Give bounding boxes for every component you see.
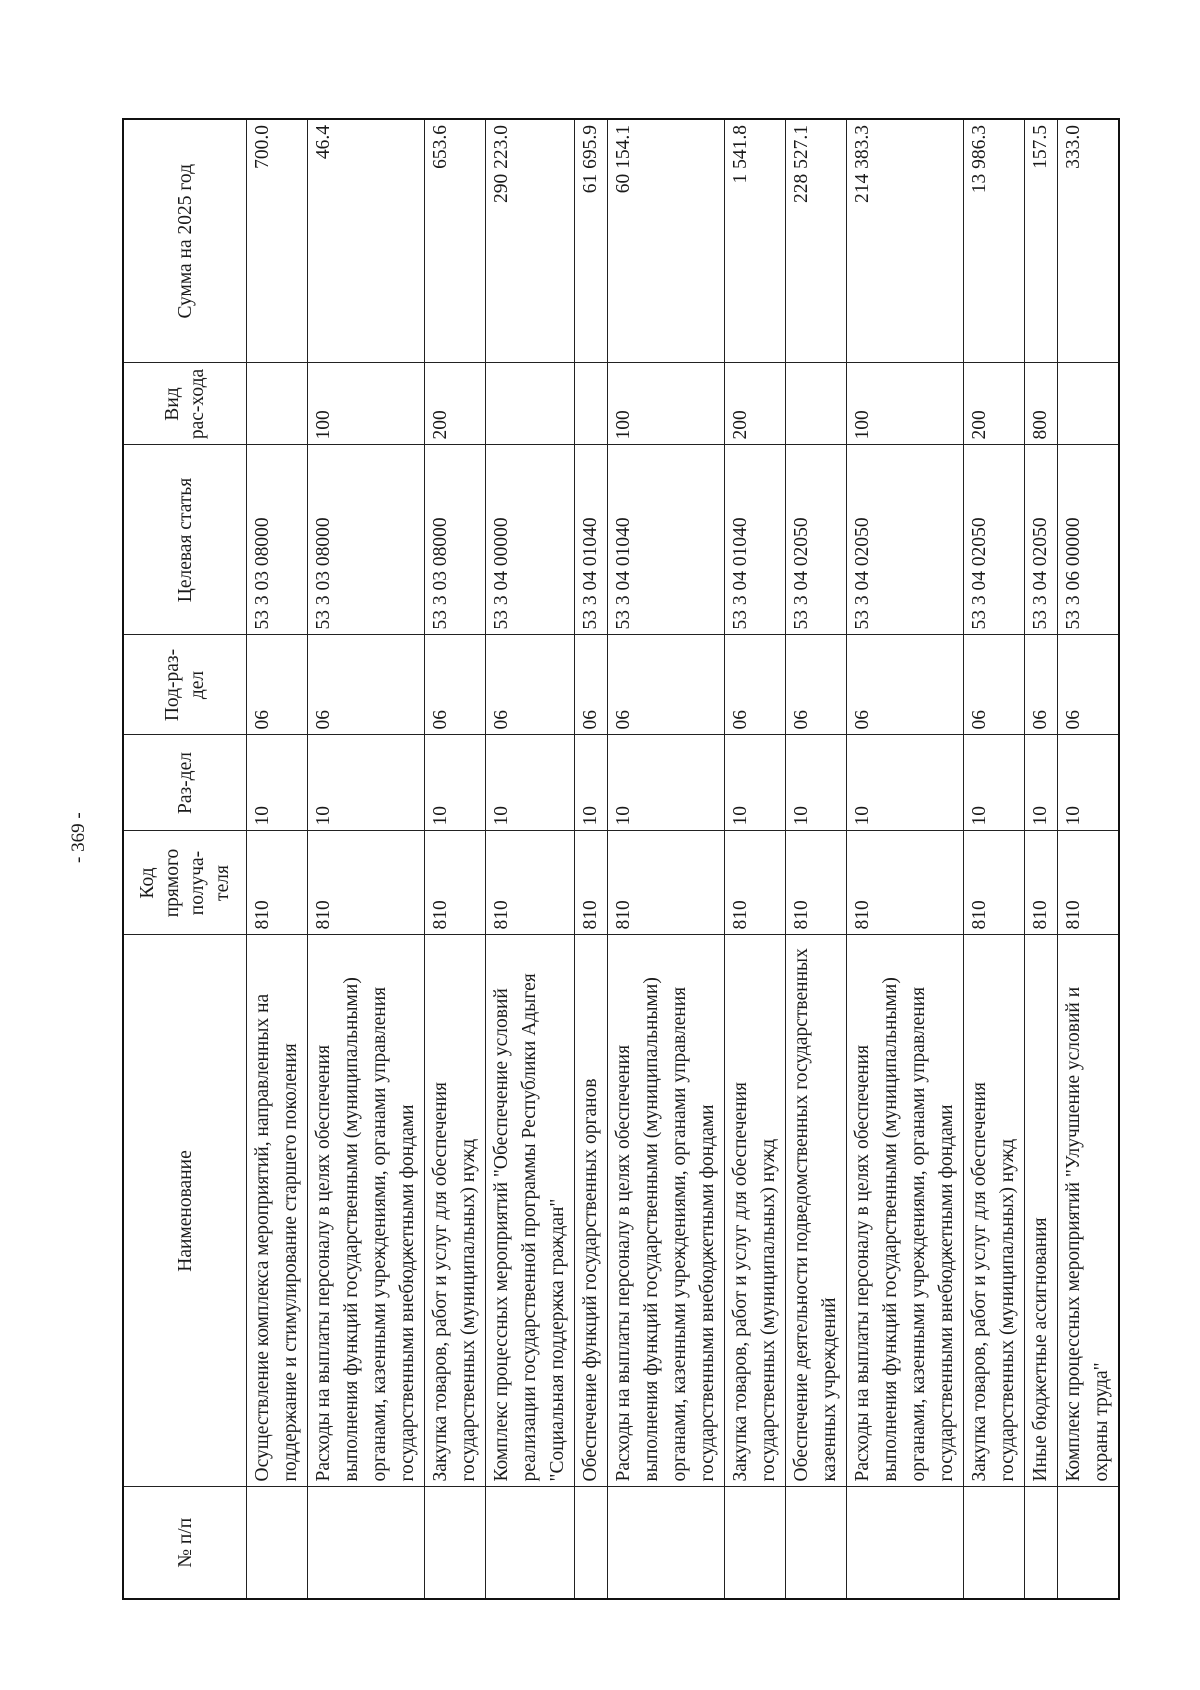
cell-name: Расходы на выплаты персоналу в целях обеспечения выполнения функций государственными (муниципальными) органами, казенными учреждениями, органами управления государственными внебюджетными фондами xyxy=(308,935,425,1487)
cell-subsection: 06 xyxy=(425,635,486,735)
cell-section: 10 xyxy=(1025,735,1058,831)
table-row xyxy=(608,119,725,1599)
cell-recipient-code: 810 xyxy=(486,831,575,935)
cell-expense-type: 100 xyxy=(847,363,964,445)
cell-sum-2025: 333.0 xyxy=(1058,119,1120,363)
budget-table xyxy=(122,118,1120,1600)
cell-name: Комплекс процессных мероприятий "Обеспечение условий реализации государственной программы Республики Адыгея "Социальная поддержка граждан" xyxy=(486,935,575,1487)
table-row xyxy=(847,119,964,1599)
cell-no xyxy=(486,1487,575,1599)
cell-no xyxy=(1025,1487,1058,1599)
cell-subsection: 06 xyxy=(847,635,964,735)
cell-expense-type: 800 xyxy=(1025,363,1058,445)
table-row xyxy=(786,119,847,1599)
cell-section: 10 xyxy=(725,735,786,831)
cell-target-article: 53 3 04 02050 xyxy=(964,445,1025,635)
cell-subsection: 06 xyxy=(964,635,1025,735)
header-target-article: Целевая статья xyxy=(123,445,247,635)
cell-name: Осуществление комплекса мероприятий, направленных на поддержание и стимулирование старшего поколения xyxy=(247,935,308,1487)
cell-sum-2025: 700.0 xyxy=(247,119,308,363)
header-subsection: Под-раз-дел xyxy=(123,635,247,735)
cell-section: 10 xyxy=(1058,735,1120,831)
cell-section: 10 xyxy=(847,735,964,831)
cell-sum-2025: 228 527.1 xyxy=(786,119,847,363)
cell-target-article: 53 3 04 00000 xyxy=(486,445,575,635)
cell-name: Закупка товаров, работ и услуг для обеспечения государственных (муниципальных) нужд xyxy=(725,935,786,1487)
table-row xyxy=(1025,119,1058,1599)
table-row xyxy=(247,119,308,1599)
cell-sum-2025: 61 695.9 xyxy=(575,119,608,363)
cell-target-article: 53 3 06 00000 xyxy=(1058,445,1120,635)
cell-expense-type: 200 xyxy=(964,363,1025,445)
cell-target-article: 53 3 03 08000 xyxy=(425,445,486,635)
cell-expense-type: 100 xyxy=(608,363,725,445)
cell-recipient-code: 810 xyxy=(847,831,964,935)
table-row xyxy=(425,119,486,1599)
header-name: Наименование xyxy=(123,935,247,1487)
cell-subsection: 06 xyxy=(486,635,575,735)
cell-no xyxy=(608,1487,725,1599)
cell-name: Закупка товаров, работ и услуг для обеспечения государственных (муниципальных) нужд xyxy=(964,935,1025,1487)
cell-expense-type: 200 xyxy=(725,363,786,445)
cell-no xyxy=(247,1487,308,1599)
cell-expense-type xyxy=(786,363,847,445)
cell-recipient-code: 810 xyxy=(247,831,308,935)
cell-no xyxy=(786,1487,847,1599)
cell-sum-2025: 214 383.3 xyxy=(847,119,964,363)
cell-recipient-code: 810 xyxy=(725,831,786,935)
cell-no xyxy=(847,1487,964,1599)
cell-section: 10 xyxy=(486,735,575,831)
cell-expense-type: 100 xyxy=(308,363,425,445)
cell-name: Расходы на выплаты персоналу в целях обеспечения выполнения функций государственными (муниципальными) органами, казенными учреждениями, органами управления государственными внебюджетными фондами xyxy=(847,935,964,1487)
cell-section: 10 xyxy=(247,735,308,831)
cell-name: Комплекс процессных мероприятий "Улучшение условий и охраны труда" xyxy=(1058,935,1120,1487)
cell-subsection: 06 xyxy=(575,635,608,735)
cell-recipient-code: 810 xyxy=(1025,831,1058,935)
cell-target-article: 53 3 04 01040 xyxy=(575,445,608,635)
cell-target-article: 53 3 03 08000 xyxy=(247,445,308,635)
cell-no xyxy=(964,1487,1025,1599)
table-row xyxy=(308,119,425,1599)
cell-name: Иные бюджетные ассигнования xyxy=(1025,935,1058,1487)
cell-target-article: 53 3 04 02050 xyxy=(786,445,847,635)
table-row xyxy=(575,119,608,1599)
cell-recipient-code: 810 xyxy=(786,831,847,935)
cell-target-article: 53 3 04 02050 xyxy=(1025,445,1058,635)
cell-name: Закупка товаров, работ и услуг для обеспечения государственных (муниципальных) нужд xyxy=(425,935,486,1487)
cell-sum-2025: 1 541.8 xyxy=(725,119,786,363)
cell-expense-type xyxy=(575,363,608,445)
cell-name: Обеспечение деятельности подведомственных государственных казенных учреждений xyxy=(786,935,847,1487)
table-row xyxy=(486,119,575,1599)
cell-target-article: 53 3 04 01040 xyxy=(725,445,786,635)
cell-subsection: 06 xyxy=(247,635,308,735)
cell-no xyxy=(725,1487,786,1599)
cell-subsection: 06 xyxy=(1025,635,1058,735)
header-section: Раз-дел xyxy=(123,735,247,831)
cell-no xyxy=(1058,1487,1120,1599)
header-no: № п/п xyxy=(123,1487,247,1599)
cell-recipient-code: 810 xyxy=(425,831,486,935)
cell-expense-type xyxy=(486,363,575,445)
cell-subsection: 06 xyxy=(608,635,725,735)
cell-recipient-code: 810 xyxy=(575,831,608,935)
cell-subsection: 06 xyxy=(786,635,847,735)
header-recipient-code: Код прямого получа-теля xyxy=(123,831,247,935)
table-row xyxy=(964,119,1025,1599)
table-header xyxy=(123,119,247,1599)
cell-recipient-code: 810 xyxy=(308,831,425,935)
cell-subsection: 06 xyxy=(725,635,786,735)
cell-target-article: 53 3 03 08000 xyxy=(308,445,425,635)
cell-expense-type: 200 xyxy=(425,363,486,445)
header-sum-2025: Сумма на 2025 год xyxy=(123,119,247,363)
cell-subsection: 06 xyxy=(1058,635,1120,735)
cell-section: 10 xyxy=(575,735,608,831)
cell-name: Расходы на выплаты персоналу в целях обеспечения выполнения функций государственными (муниципальными) органами, казенными учреждениями, органами управления государственными внебюджетными фондами xyxy=(608,935,725,1487)
cell-sum-2025: 157.5 xyxy=(1025,119,1058,363)
cell-recipient-code: 810 xyxy=(964,831,1025,935)
cell-target-article: 53 3 04 01040 xyxy=(608,445,725,635)
cell-expense-type xyxy=(1058,363,1120,445)
page-number: - 369 - xyxy=(68,812,89,863)
rotated-table-container xyxy=(122,120,1112,1600)
cell-section: 10 xyxy=(786,735,847,831)
cell-recipient-code: 810 xyxy=(608,831,725,935)
table-row xyxy=(1058,119,1120,1599)
cell-no xyxy=(575,1487,608,1599)
cell-sum-2025: 46.4 xyxy=(308,119,425,363)
cell-section: 10 xyxy=(308,735,425,831)
table-row xyxy=(725,119,786,1599)
cell-section: 10 xyxy=(964,735,1025,831)
cell-expense-type xyxy=(247,363,308,445)
cell-subsection: 06 xyxy=(308,635,425,735)
cell-name: Обеспечение функций государственных органов xyxy=(575,935,608,1487)
header-expense-type: Вид рас-хода xyxy=(123,363,247,445)
cell-sum-2025: 13 986.3 xyxy=(964,119,1025,363)
cell-no xyxy=(308,1487,425,1599)
cell-sum-2025: 60 154.1 xyxy=(608,119,725,363)
cell-target-article: 53 3 04 02050 xyxy=(847,445,964,635)
cell-sum-2025: 290 223.0 xyxy=(486,119,575,363)
cell-section: 10 xyxy=(608,735,725,831)
table-body xyxy=(247,119,1120,1599)
cell-no xyxy=(425,1487,486,1599)
cell-sum-2025: 653.6 xyxy=(425,119,486,363)
cell-recipient-code: 810 xyxy=(1058,831,1120,935)
cell-section: 10 xyxy=(425,735,486,831)
